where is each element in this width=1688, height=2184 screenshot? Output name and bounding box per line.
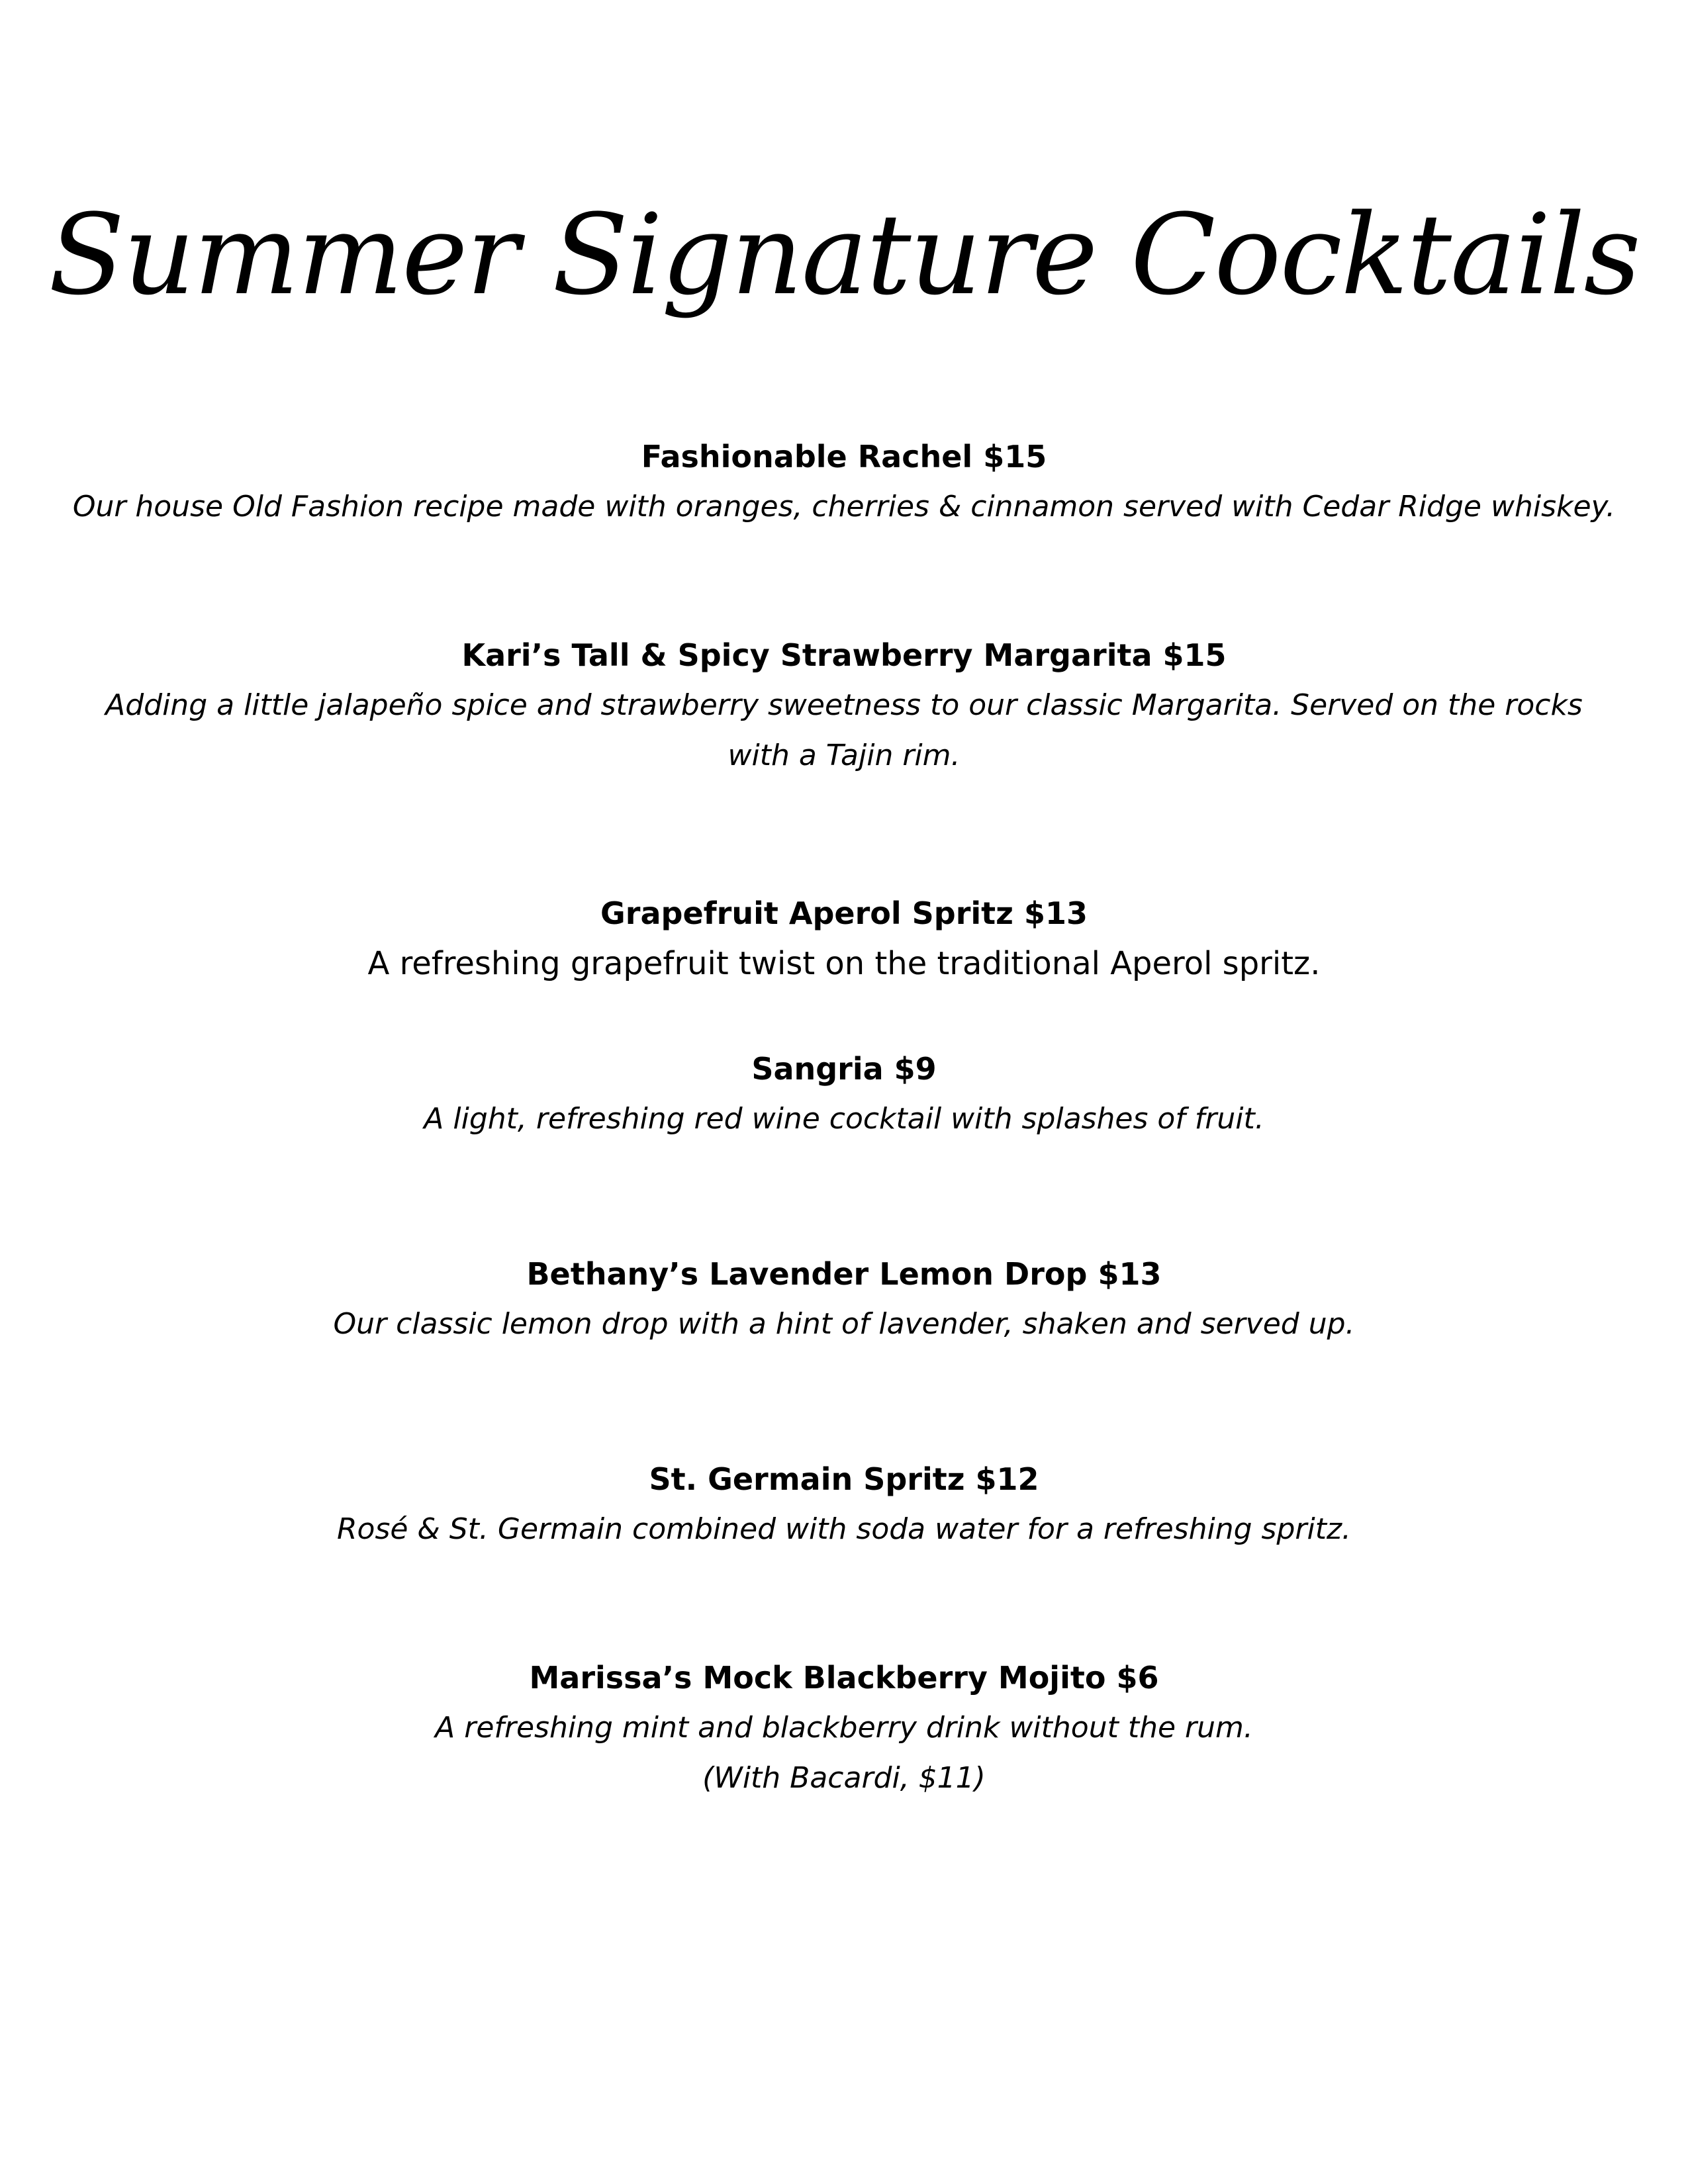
- item-description: A light, refreshing red wine cocktail with splashes of fruit.: [424, 1102, 1264, 1136]
- item-name: St. Germain Spritz $12: [649, 1461, 1039, 1497]
- menu-item-lavender-lemon-drop: [0, 1254, 1688, 1349]
- menu-item-grapefruit-aperol-spritz: [0, 893, 1688, 989]
- item-name: Marissa’s Mock Blackberry Mojito $6: [529, 1660, 1159, 1696]
- item-description: Our classic lemon drop with a hint of lavender, shaken and served up.: [333, 1307, 1355, 1341]
- item-description: Rosé & St. Germain combined with soda water for a refreshing spritz.: [336, 1512, 1352, 1546]
- item-description: A refreshing grapefruit twist on the traditional Aperol spritz.: [367, 945, 1321, 982]
- item-name: Sangria $9: [751, 1051, 937, 1087]
- item-name: Kari’s Tall & Spicy Strawberry Margarita $15: [461, 637, 1227, 673]
- item-name: Fashionable Rachel $15: [641, 439, 1047, 475]
- item-note: (With Bacardi, $11): [702, 1761, 986, 1795]
- item-description: Adding a little jalapeño spice and strawberry sweetness to our classic Margarita. Served on the rocks with a Tajin rim.: [105, 688, 1583, 772]
- menu-item-strawberry-margarita: [0, 635, 1688, 781]
- menu-item-sangria: [0, 1049, 1688, 1144]
- item-description: Our house Old Fashion recipe made with oranges, cherries & cinnamon served with Cedar Ridge whiskey.: [72, 490, 1616, 523]
- menu-item-mock-blackberry-mojito: [0, 1658, 1688, 1803]
- menu-item-st-germain-spritz: [0, 1459, 1688, 1555]
- item-name: Grapefruit Aperol Spritz $13: [600, 895, 1088, 931]
- page-title: Summer Signature Cocktails: [48, 190, 1640, 320]
- menu-item-fashionable-rachel: [0, 437, 1688, 532]
- item-description: A refreshing mint and blackberry drink without the rum.: [435, 1711, 1253, 1745]
- item-name: Bethany’s Lavender Lemon Drop $13: [526, 1256, 1162, 1292]
